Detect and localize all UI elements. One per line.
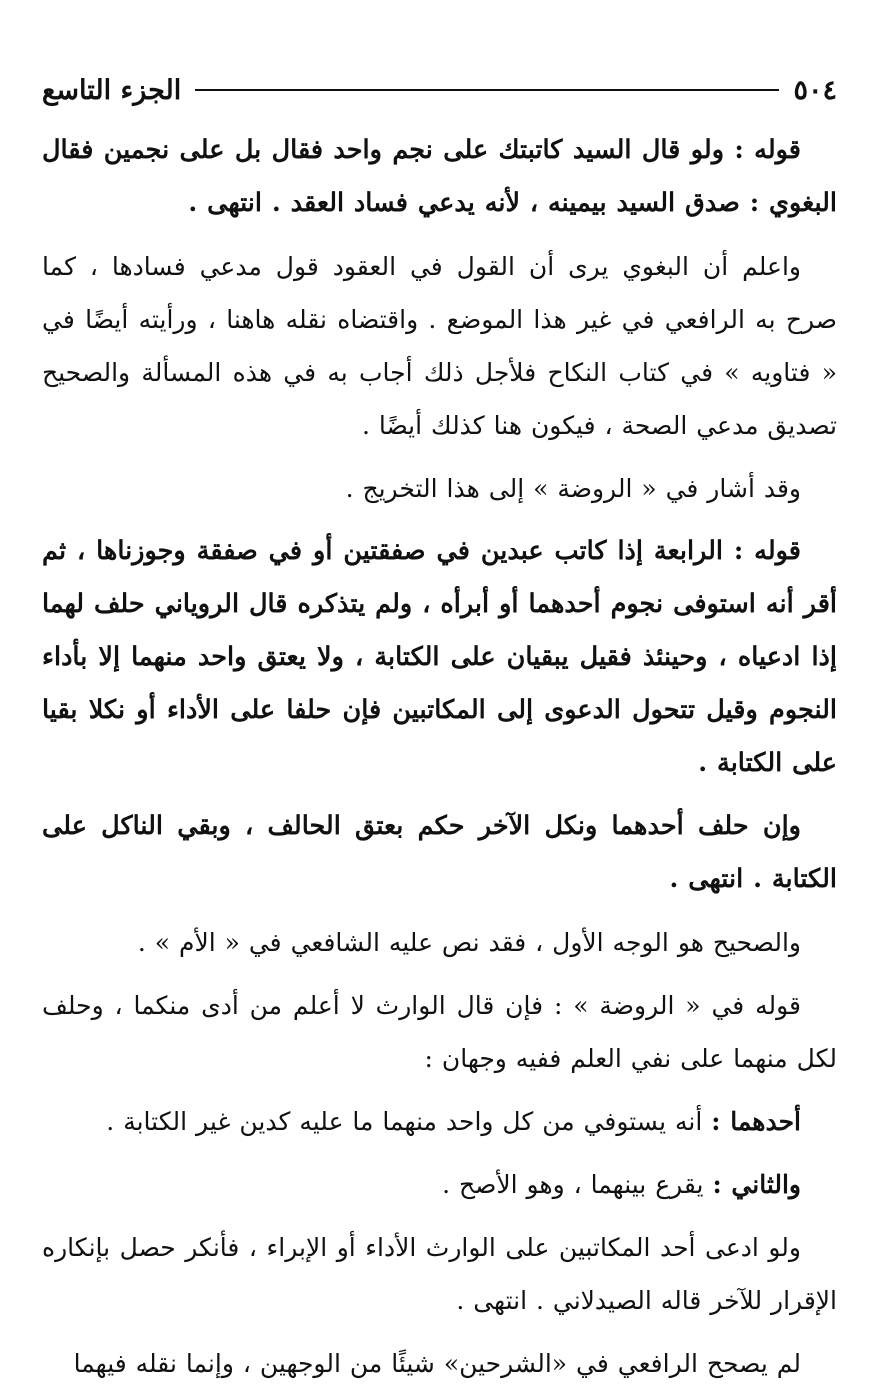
- paragraph-text: قوله في « الروضة » : فإن قال الوارث لا أعلم من أدى منكما ، وحلف لكل منهما على نفي العلم ففيه وجهان :: [42, 991, 837, 1073]
- header-rule: [195, 89, 779, 91]
- paragraph-text: واعلم أن البغوي يرى أن القول في العقود قول مدعي فسادها ، كما صرح به الرافعي في غير هذا الموضع . واقتضاه نقله هاهنا ، ورأيته أيضًا في « فتاويه » في كتاب النكاح فلأجل ذلك أجاب به في هذه المسألة والصحيح تصديق مدعي الصحة ، فيكون هنا كذلك أيضًا .: [42, 252, 837, 440]
- paragraph-text: قوله : ولو قال السيد كاتبتك على نجم واحد فقال بل على نجمين فقال البغوي : صدق السيد بيمينه ، لأنه يدعي فساد العقد . انتهى .: [42, 135, 837, 218]
- paragraph-text: وقد أشار في « الروضة » إلى هذا التخريج .: [345, 474, 801, 503]
- paragraph-text: يقرع بينهما ، وهو الأصح .: [442, 1170, 704, 1199]
- paragraph-text: لم يصحح الرافعي في «الشرحين» شيئًا من الوجهين ، وإنما نقله فيهما: [73, 1349, 801, 1378]
- paragraph-text: وإن حلف أحدهما ونكل الآخر حكم بعتق الحالف ، وبقي الناكل على الكتابة . انتهى .: [42, 811, 837, 894]
- paragraph-commentary-6: [42, 1337, 837, 1390]
- page-number: ٥٠٤: [793, 74, 837, 106]
- paragraph-commentary-1: [42, 240, 837, 452]
- page-header: [42, 68, 837, 112]
- paragraph-lead: والثاني :: [712, 1170, 801, 1199]
- paragraph-commentary-5: [42, 1221, 837, 1327]
- paragraph-quote-1: [42, 124, 837, 230]
- paragraph-commentary-4: [42, 979, 837, 1085]
- page-body: [42, 124, 837, 1378]
- paragraph-first-view: [42, 1095, 837, 1148]
- paragraph-text: ولو ادعى أحد المكاتبين على الوارث الأداء أو الإبراء ، فأنكر حصل بإنكاره الإقرار للآخر قاله الصيدلاني . انتهى .: [42, 1233, 837, 1315]
- paragraph-text: والصحيح هو الوجه الأول ، فقد نص عليه الشافعي في « الأم » .: [137, 928, 801, 957]
- paragraph-second-view: [42, 1158, 837, 1211]
- paragraph-commentary-2: [42, 462, 837, 515]
- paragraph-text: قوله : الرابعة إذا كاتب عبدين في صفقتين أو في صفقة وجوزناها ، ثم أقر أنه استوفى نجوم أحدهما أو أبرأه ، ولم يتذكره قال الروياني حلف لهما إذا ادعياه ، وحينئذ فقيل يبقيان على الكتابة ، ولا يعتق واحد منهما إلا بأداء النجوم وقيل تتحول الدعوى إلى المكاتبين فإن حلفا على الأداء أو نكلا بقيا على الكتابة .: [42, 536, 837, 778]
- paragraph-commentary-3: [42, 916, 837, 969]
- paragraph-lead: أحدهما :: [711, 1107, 801, 1136]
- paragraph-text: أنه يستوفي من كل واحد منهما ما عليه كدين غير الكتابة .: [106, 1107, 703, 1136]
- part-title: الجزء التاسع: [42, 74, 182, 106]
- paragraph-quote-3: [42, 800, 837, 906]
- paragraph-quote-2: [42, 525, 837, 790]
